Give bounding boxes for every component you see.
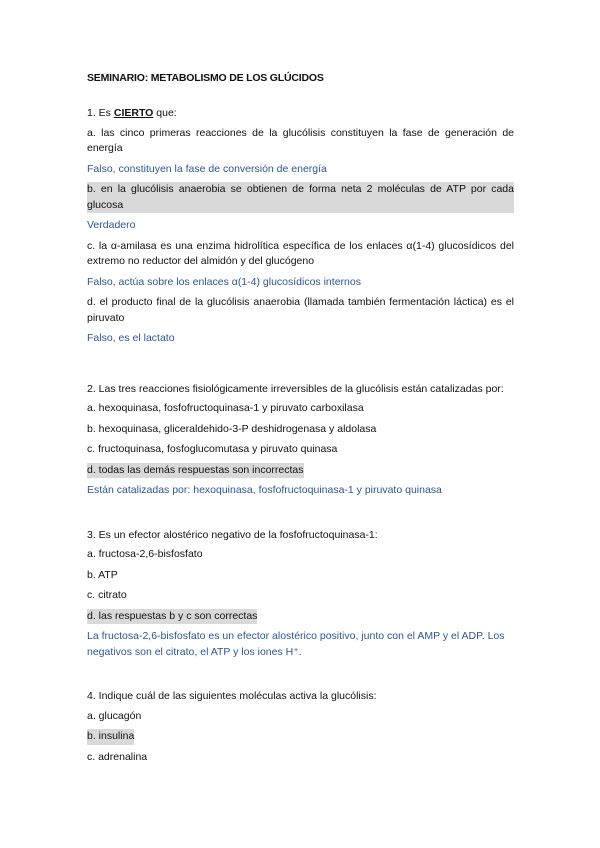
spacer bbox=[87, 665, 514, 689]
question-4-option-a: a. glucagón bbox=[87, 709, 142, 722]
question-2-option-c: c. fructoquinasa, fosfoglucomutasa y piruvato quinasa bbox=[87, 443, 338, 455]
question-3-text: 3. Es un efector alostérico negativo de la fosfofructoquinasa-1: bbox=[87, 528, 378, 541]
question-1-prefix: 1. Es bbox=[87, 107, 114, 119]
question-1-answer-c: Falso, actúa sobre los enlaces α(1-4) glucosídicos internos bbox=[87, 275, 361, 288]
question-2 bbox=[87, 382, 514, 499]
question-1-emphasis: CIERTO bbox=[113, 107, 154, 119]
document-body bbox=[87, 106, 514, 770]
question-1-option-d: d. el producto final de la glucólisis anaerobia (llamada también fermentación láctica) es el piruvato bbox=[87, 296, 514, 324]
spacer bbox=[87, 352, 514, 382]
question-1 bbox=[87, 106, 514, 347]
question-3-answer: La fructosa-2,6-bisfosfato es un efector alostérico positivo, junto con el AMP y el ADP. Los negativos son el citrato, el ATP y los iones H⁺. bbox=[87, 630, 505, 658]
question-3-option-b: b. ATP bbox=[87, 568, 118, 581]
question-1-suffix: que: bbox=[153, 107, 177, 119]
page-title: SEMINARIO: METABOLISMO DE LOS GLÚCIDOS bbox=[87, 72, 324, 84]
question-4-option-c: c. adrenalina bbox=[87, 750, 148, 763]
question-3-option-c: c. citrato bbox=[87, 589, 127, 601]
spacer bbox=[87, 504, 514, 528]
question-3-option-d: d. las respuestas b y c son correctas bbox=[87, 609, 257, 625]
question-3 bbox=[87, 528, 514, 661]
question-1-text bbox=[87, 106, 514, 122]
question-1-option-a: a. las cinco primeras reacciones de la glucólisis constituyen la fase de generación de energía bbox=[87, 126, 514, 154]
question-4-option-b: b. insulina bbox=[87, 729, 134, 745]
question-1-answer-b: Verdadero bbox=[87, 219, 136, 231]
question-1-option-c: c. la α-amilasa es una enzima hidrolítica específica de los enlaces α(1-4) glucosídicos del extremo no reductor del almidón y del glucógeno bbox=[87, 239, 514, 267]
question-2-option-d: d. todas las demás respuestas son incorrectas bbox=[87, 463, 304, 479]
question-4 bbox=[87, 689, 514, 765]
question-2-answer: Están catalizadas por: hexoquinasa, fosfofructoquinasa-1 y piruvato quinasa bbox=[87, 484, 442, 496]
question-1-option-b: b. en la glucólisis anaerobia se obtienen de forma neta 2 moléculas de ATP por cada glucosa bbox=[87, 182, 514, 213]
question-1-answer-a: Falso, constituyen la fase de conversión de energía bbox=[87, 162, 327, 175]
question-2-option-b: b. hexoquinasa, gliceraldehido-3-P deshidrogenasa y aldolasa bbox=[87, 422, 377, 435]
question-1-answer-d: Falso, es el lactato bbox=[87, 332, 175, 344]
question-2-text: 2. Las tres reacciones fisiológicamente irreversibles de la glucólisis están catalizadas por: bbox=[87, 382, 504, 395]
question-4-text: 4. Indique cuál de las siguientes moléculas activa la glucólisis: bbox=[87, 690, 377, 702]
question-2-option-a: a. hexoquinasa, fosfofructoquinasa-1 y piruvato carboxilasa bbox=[87, 402, 364, 414]
question-3-option-a: a. fructosa-2,6-bisfosfato bbox=[87, 548, 203, 560]
